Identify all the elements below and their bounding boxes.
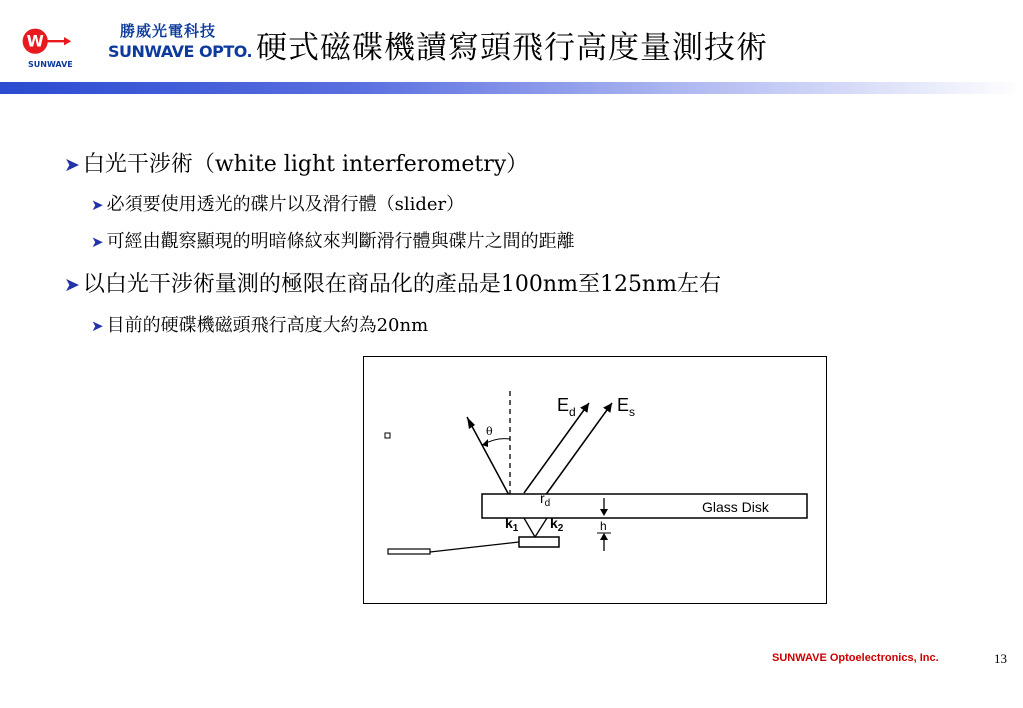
- suspension-arm: [430, 542, 519, 552]
- bullet-level2: [91, 190, 464, 216]
- small-square-marker: [385, 433, 390, 438]
- interferometry-diagram: [363, 356, 827, 604]
- gap-ray-k1: [524, 518, 535, 537]
- reflected-ray-es: [542, 403, 612, 500]
- bullet-arrow-icon: ➤: [64, 154, 80, 176]
- label-k1: $k_1$: [505, 515, 519, 534]
- label-theta: θ: [486, 425, 493, 438]
- bullet-arrow-icon: ➤: [91, 317, 104, 335]
- brand-english-name: SUNWAVE OPTO.: [108, 42, 253, 61]
- page-title: 硬式磁碟機讀寫頭飛行高度量測技術: [256, 30, 768, 66]
- bullet-arrow-icon: ➤: [91, 233, 104, 251]
- gap-ray-k2: [535, 518, 547, 537]
- label-es: $E_s$: [617, 395, 636, 419]
- bullet-text: 白光干涉術（white light interferometry）: [82, 152, 529, 177]
- bullet-text: 可經由觀察顯現的明暗條紋來判斷滑行體與碟片之間的距離: [106, 231, 575, 252]
- label-rd: $r_d$: [540, 490, 551, 509]
- brand-chinese-name: 勝威光電科技: [120, 22, 217, 40]
- bullet-level2: [91, 311, 428, 337]
- bullet-arrow-icon: ➤: [64, 274, 80, 296]
- footer-company-name: SUNWAVE Optoelectronics, Inc.: [772, 652, 939, 664]
- label-h: h: [600, 519, 607, 533]
- h-arrow-up-icon: [600, 533, 608, 540]
- bullet-level2: [91, 227, 575, 253]
- label-glass-disk: Glass Disk: [702, 499, 769, 515]
- bullet-text: 必須要使用透光的碟片以及滑行體（slider）: [106, 194, 465, 215]
- actuator-arm: [388, 549, 430, 554]
- diagram-drawing: [364, 357, 826, 603]
- slide-page-number: 13: [994, 651, 1007, 666]
- logo-caption: SUNWAVE: [28, 60, 73, 69]
- slider-block: [519, 537, 559, 547]
- bullet-arrow-icon: ➤: [91, 196, 104, 214]
- bullet-text: 目前的硬碟機磁頭飛行高度大約為20nm: [106, 315, 429, 336]
- bullet-text: 以白光干涉術量測的極限在商品化的產品是100nm至125nm左右: [82, 272, 721, 297]
- svg-text:W: W: [26, 32, 44, 51]
- title-gradient-bar: [0, 82, 1023, 94]
- bullet-level1: [64, 147, 528, 178]
- label-k2: $k_2$: [550, 515, 564, 534]
- label-ed: $E_d$: [557, 395, 576, 419]
- incident-arrow-icon: [467, 417, 475, 429]
- bullet-level1: [64, 267, 721, 298]
- company-logo: [22, 14, 262, 78]
